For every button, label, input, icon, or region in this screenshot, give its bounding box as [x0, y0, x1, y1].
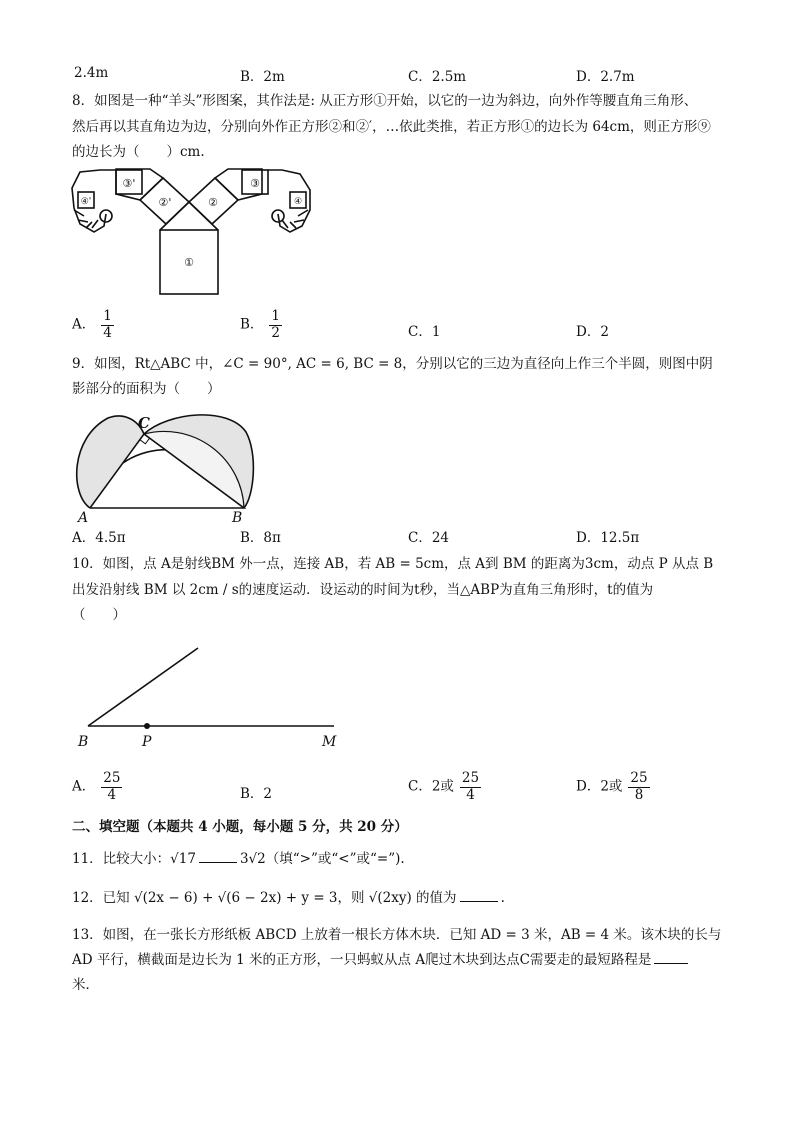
q10-options [72, 772, 732, 812]
q8-text-line3: 的边长为（ ）cm. [72, 144, 205, 160]
q7-option-c: C．2.5m [408, 69, 467, 85]
q10-option-c: C．2或 $\frac{25}{4}$ [408, 770, 480, 803]
q9-label-a: A [78, 510, 89, 522]
q10-label-m: M [322, 734, 337, 750]
q8-label-2: ② [208, 196, 218, 209]
q8-text-line2: 然后再以其直角边为边，分别向外作正方形②和②′，…依此类推，若正方形①的边长为 64cm，则正方形⑨ [72, 119, 711, 135]
q10-text-line3: （ ） [72, 607, 126, 623]
q9-label-b: B [232, 510, 243, 522]
q13-text-line2: AD 平行，横截面是边长为 1 米的正方形，一只蚂蚁从点 A爬过木块到达点C需要走的最短路程是 [72, 948, 691, 968]
q8-label-4prime: ④' [80, 197, 92, 207]
q13-text-line1: 13．如图，在一张长方形纸板 ABCD 上放着一根长方体木块．已知 AD = 3 米，AB = 4 米。该木块的长与 [72, 927, 722, 943]
q10-option-a: A． $\frac{25}{4}$ [72, 770, 121, 803]
q10-label-b: B [78, 734, 89, 750]
q7-option-a: 2.4m [74, 65, 109, 81]
q9-semicircle-figure [68, 404, 258, 522]
q8-text-line1: 8．如图是一种“羊头”形图案，其作法是: 从正方形①开始，以它的一边为斜边，向外作等腰直角三角形、 [72, 93, 698, 109]
q11-answer-blank[interactable] [199, 850, 237, 863]
q8-option-b: B． $\frac{1}{2}$ [240, 308, 281, 341]
q8-option-c: C．1 [408, 324, 441, 340]
q9-text-line2: 影部分的面积为（ ） [72, 381, 221, 397]
q8-label-1: ① [184, 256, 194, 269]
q8-label-3: ③ [250, 177, 260, 190]
q10-option-a-fraction: $\frac{25}{4}$ [103, 770, 121, 803]
q10-option-d-fraction: $\frac{25}{8}$ [630, 770, 648, 803]
q9-label-c: C [138, 414, 150, 432]
q9-text-line1: 9．如图，Rt△ABC 中，∠C = 90°, AC = 6, BC = 8，分别以它的三边为直径向上作三个半圆，则图中阴 [72, 356, 713, 372]
q12-answer-blank[interactable] [460, 889, 498, 902]
q12-text: 12．已知 √(2x − 6) + √(6 − 2x) + y = 3，则 √(2xy) 的值为 . [72, 890, 505, 906]
q9-option-d: D．12.5π [576, 530, 640, 546]
q8-options [72, 310, 732, 350]
q8-label-4: ④ [293, 197, 303, 207]
q13-text-line3: 米． [72, 977, 99, 993]
q10-text-line1: 10．如图，点 A是射线BM 外一点，连接 AB，若 AB = 5cm，点 A到 BM 的距离为3cm，动点 P 从点 B [72, 556, 714, 572]
q8-option-a: A． $\frac{1}{4}$ [72, 308, 112, 341]
q10-option-c-fraction: $\frac{25}{4}$ [461, 770, 480, 803]
q10-option-d: D．2或 $\frac{25}{8}$ [576, 770, 648, 803]
q10-text-line2: 出发沿射线 BM 以 2cm / s的速度运动．设运动的时间为t秒，当△ABP为直角三角形时，t的值为 [72, 582, 654, 598]
q8-option-b-fraction: $\frac{1}{2}$ [271, 308, 281, 341]
q7-option-d: D．2.7m [576, 69, 635, 85]
q10-point-p [144, 723, 150, 729]
q13-answer-blank[interactable] [654, 951, 688, 964]
q9-option-a: A．4.5π [72, 530, 126, 546]
q9-option-c: C．24 [408, 530, 450, 546]
q9-semicircle-ac [77, 416, 144, 508]
section2-title: 二、填空题（本题共 4 小题，每小题 5 分，共 20 分） [72, 819, 408, 835]
q8-label-3prime: ③' [122, 177, 136, 190]
q9-option-b: B．8π [240, 530, 281, 546]
q8-option-a-fraction: $\frac{1}{4}$ [103, 308, 112, 341]
q7-option-b: B．2m [240, 69, 285, 85]
q10-ray-figure [72, 640, 362, 752]
q8-label-2prime: ②' [158, 196, 172, 209]
q8-ram-head-figure [68, 166, 318, 298]
q8-option-d: D．2 [576, 324, 609, 340]
q10-label-p: P [142, 734, 152, 750]
q10-segment-ab [88, 648, 198, 726]
q11-text: 11．比较大小：√17 3√2（填“>”或“<”或“=”). [72, 851, 405, 867]
q10-option-b: B．2 [240, 786, 273, 802]
